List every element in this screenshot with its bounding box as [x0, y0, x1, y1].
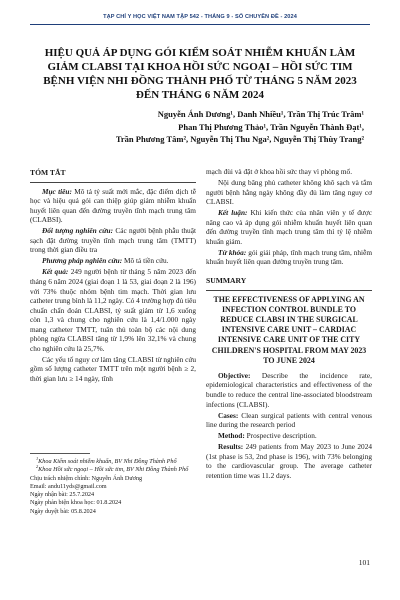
- right-column: [206, 167, 372, 482]
- abstract-label: Phương pháp nghiên cứu:: [42, 256, 123, 266]
- summary-results: [206, 442, 372, 480]
- abstract-keywords: [206, 248, 372, 267]
- date-accepted: Ngày duyệt bài: 05.8.2024: [30, 507, 96, 515]
- section-divider: [30, 182, 196, 183]
- summary-text: Describe the incidence rate, epidemiological characteristics and effectiveness of the bundle to reduce the central line-associated bloodstream infections (CLABSI).: [206, 370, 372, 409]
- summary-text: 249 patients from May 2023 to June 2024 (1st phase is 53, 2nd phase is 196), with 73% belonging to the cardiovascular group. The average catheter retention time was 11.2 days.: [206, 442, 372, 480]
- abstract-dressing: Nội dung băng phủ catheter không khô sạch và tắm người bệnh hằng ngày không đầy đủ làm tăng nguy cơ CLABSI.: [206, 178, 372, 207]
- section-heading-tom-tat: TÓM TẮT: [30, 168, 66, 177]
- corresponding-author: Chịu trách nhiệm chính: Nguyễn Ánh Dương: [30, 474, 143, 482]
- abstract-text: Mô tả tỷ suất mới mắc, đặc điểm dịch tễ học và hiệu quả gói can thiệp giúp giảm nhiễm khuẩn huyết liên quan đến đường truyền tĩnh mạch trung tâm (CLABSI).: [30, 186, 196, 225]
- abstract-label: Kết luận:: [218, 208, 248, 218]
- footnotes: [30, 453, 196, 516]
- affiliation-1: $^1$Khoa Kiểm soát nhiễm khuẩn, BV Nhi Đồng Thành Phố: [36, 455, 177, 465]
- left-column: [30, 168, 196, 385]
- author-line: Phan Thị Phương Thảo¹, Trần Nguyễn Thành Đạt¹,: [178, 121, 364, 132]
- abstract-label: Mục tiêu:: [42, 186, 72, 196]
- summary-method: [206, 431, 372, 441]
- abstract-results: [30, 267, 196, 353]
- author-line: Trần Phương Tâm², Nguyễn Thị Thu Nga², Nguyễn Thị Thùy Trang²: [115, 134, 364, 144]
- abstract-text: Khi kiến thức của nhân viên y tế được nâng cao và áp dụng gói nhiễm khuẩn huyết liên quan đến đường truyền tĩnh mạch trung tâm thì tỷ lệ nhiễm khuẩn giảm.: [206, 208, 372, 246]
- journal-header: TẠP CHÍ Y HỌC VIỆT NAM TẬP 542 - THÁNG 9 - SỐ CHUYÊN ĐỀ - 2024: [30, 14, 370, 25]
- summary-label: Cases:: [218, 410, 239, 420]
- section-divider: [206, 290, 372, 291]
- abstract-objective: [30, 187, 196, 225]
- summary-cases: [206, 411, 372, 430]
- summary-text: Prospective description.: [246, 431, 317, 441]
- abstract-text: Các người bệnh phẫu thuật sạch đặt đường truyền tĩnh mạch trung tâm (TMTT) trong thời gian điều tra: [30, 226, 196, 255]
- summary-label: Objective:: [218, 370, 251, 380]
- summary-label: Method:: [218, 431, 245, 441]
- abstract-label: Kết quả:: [42, 267, 69, 277]
- summary-label: Results:: [218, 442, 244, 452]
- abstract-risk-factors: Các yếu tố nguy cơ làm tăng CLABSI từ nghiên cứu gồm số lượng catheter TMTT trên một người bệnh ≥ 2, thời gian lưu ≥ 14 ngày, tĩnh: [30, 354, 196, 383]
- page-number: 101: [358, 558, 370, 567]
- affiliation-2: $^2$Khoa Hồi sức ngoại – Hồi sức tim, BV Nhi Đồng Thành Phố: [36, 464, 189, 474]
- author-line: Nguyễn Ánh Dương¹, Danh Nhiều¹, Trần Thị Trúc Trâm¹: [157, 109, 364, 119]
- summary-text: Clean surgical patients with central venous line during the research period: [206, 410, 372, 430]
- author-list: [30, 108, 364, 146]
- date-reviewed: Ngày phản biện khoa học: 01.8.2024: [30, 499, 122, 507]
- article-title: HIỆU QUẢ ÁP DỤNG GÓI KIỂM SOÁT NHIỄM KHUẨN LÀM GIẢM CLABSI TẠI KHOA HỒI SỨC NGOẠI – HỒI SỨC TIM BỆNH VIỆN NHI ĐỒNG THÀNH PHỐ TỪ THÁNG 5 NĂM 2023 ĐẾN THÁNG 6 NĂM 2024: [43, 47, 357, 101]
- abstract-subjects: [30, 226, 196, 255]
- summary-objective: [206, 371, 372, 409]
- abstract-text: 249 người bệnh từ tháng 5 năm 2023 đến tháng 6 năm 2024 (giai đoạn 1 là 53, giai đoạn 2 là 196) với 73% thuộc nhóm bệnh tim mạch. Thời gian lưu catheter trung bình là 11,2 ngày. Có 4 trường hợp đủ tiêu chuẩn chẩn đoán CLABSI, tỷ suất giảm từ 1,6 xuống còn 1,3 và chung cho nghiên cứu là 1,4/1.000 ngày mang catheter TMTT, tuân thủ toàn bộ các nội dung phòng ngừa CLABSI tăng từ 1,9% lên 32,1% và chung cho nghiên cứu là 25,7%.: [30, 267, 196, 353]
- abstract-label: Từ khóa:: [218, 247, 247, 257]
- date-received: Ngày nhận bài: 25.7.2024: [30, 491, 95, 499]
- abstract-label: Đối tượng nghiên cứu:: [42, 226, 114, 236]
- abstract-continued: mạch đùi và đặt ở khoa hồi sức thay vì phòng mổ.: [206, 167, 353, 176]
- section-heading-summary: SUMMARY: [206, 275, 247, 285]
- abstract-conclusion: [206, 208, 372, 246]
- email: Email: andu11yds@gmail.com: [30, 482, 107, 490]
- english-title: THE EFFECTIVENESS OF APPLYING AN INFECTION CONTROL BUNDLE TO REDUCE CLABSI IN THE SURGICAL INTENSIVE CARE UNIT – CARDIAC INTENSIVE CARE UNIT OF THE CITY CHILDREN'S HOSPITAL FROM MAY 2023 TO JUNE 2024: [211, 294, 367, 365]
- abstract-text: gói giải pháp, tĩnh mạch trung tâm, nhiễm khuẩn huyết liên quan đường truyền trung tâm.: [206, 247, 372, 267]
- abstract-method: [30, 256, 196, 266]
- abstract-text: Mô tả tiền cứu.: [124, 256, 169, 266]
- footnote-rule: [30, 453, 90, 454]
